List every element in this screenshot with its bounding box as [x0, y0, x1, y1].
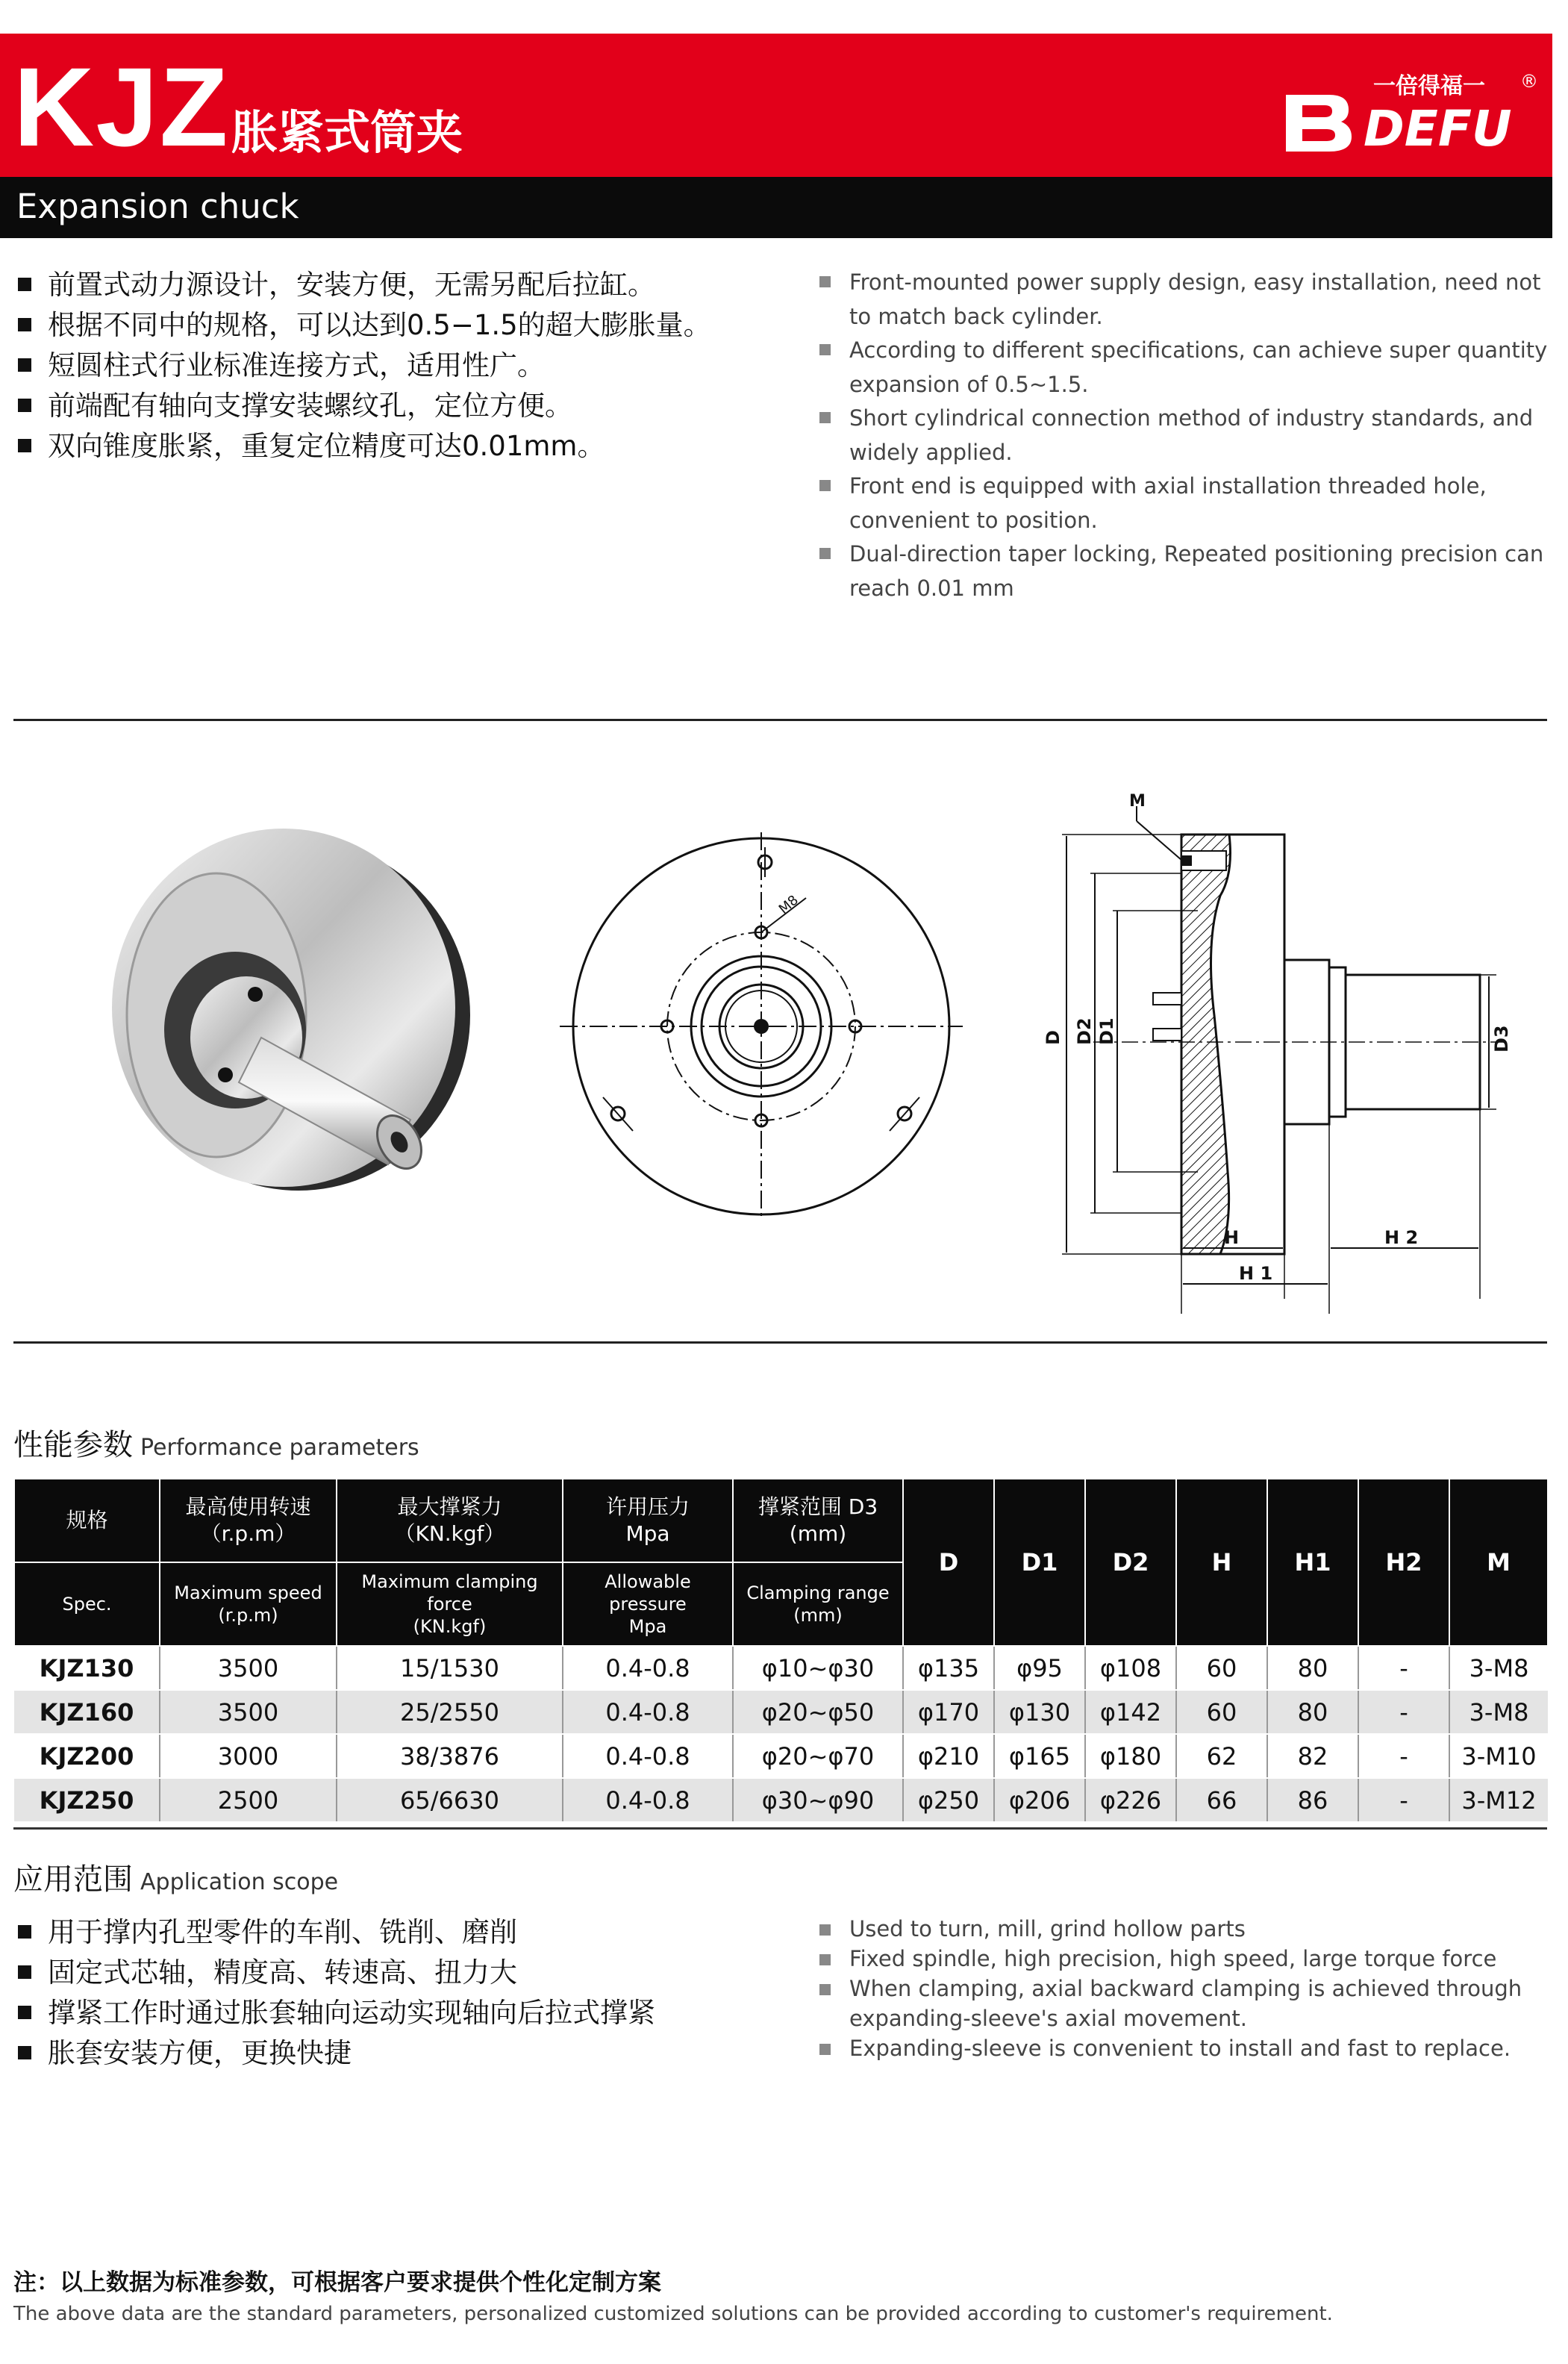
note-cn: 注：以上数据为标准参数，可根据客户要求提供个性化定制方案 [13, 2269, 661, 2296]
list-item: When clamping, axial backward clamping is achieved through expanding-sleeve's axial movement. [819, 1974, 1551, 2033]
bullet-square-icon [18, 278, 31, 291]
features-cn-list [12, 265, 796, 467]
bullet-square-icon [819, 412, 831, 423]
header-h1: H1 [1267, 1479, 1358, 1646]
application-heading: 应用范围 Application scope [13, 1862, 339, 1897]
bullet-square-icon [819, 1924, 831, 1936]
header-speed-en: Maximum speed (r.p.m) [160, 1562, 337, 1646]
product-photo [60, 791, 507, 1209]
brand-logo [1280, 63, 1549, 158]
product-title-en: Expansion chuck [16, 187, 299, 226]
bullet-square-icon [819, 2044, 831, 2055]
bullet-square-icon [18, 2046, 31, 2059]
dim-d2: D2 [1074, 1017, 1095, 1045]
list-item: Front end is equipped with axial installation threaded hole, convenient to position. [819, 470, 1551, 537]
header-spec-en: Spec. [14, 1562, 160, 1646]
table-row: KJZ200 3000 38/3876 0.4-0.8 φ20~φ70 φ210 φ165 φ180 62 82 - 3-M10 [14, 1734, 1548, 1778]
list-item: Used to turn, mill, grind hollow parts [819, 1914, 1551, 1944]
header-force-en: Maximum clamping force (KN.kgf) [337, 1562, 563, 1646]
bullet-square-icon [18, 1965, 31, 1979]
bullet-square-icon [819, 548, 831, 559]
dim-d3: D3 [1491, 1025, 1512, 1052]
list-item: 用于撑内孔型零件的车削、铣削、磨削 [12, 1912, 796, 1953]
header-m: M [1449, 1479, 1548, 1646]
features-en-list [819, 266, 1551, 605]
product-title-cn: 胀紧式筒夹 [231, 105, 463, 160]
side-section-drawing [1043, 791, 1526, 1299]
model-code: KJZ [13, 44, 230, 169]
dim-h: H [1224, 1227, 1240, 1248]
table-row: KJZ250 2500 65/6630 0.4-0.8 φ30~φ90 φ250 φ206 φ226 66 86 - 3-M12 [14, 1778, 1548, 1822]
list-item: Fixed spindle, high precision, high speed, large torque force [819, 1944, 1551, 1974]
header-spec-cn: 规格 [14, 1479, 160, 1562]
dim-h1: H 1 [1239, 1263, 1273, 1284]
list-item: Short cylindrical connection method of industry standards, and widely applied. [819, 402, 1551, 470]
dim-m: M [1129, 792, 1146, 811]
list-item: 双向锥度胀紧，重复定位精度可达0.01mm。 [12, 426, 796, 467]
bullet-square-icon [18, 318, 31, 331]
bullet-square-icon [819, 344, 831, 355]
list-item: According to different specifications, can achieve super quantity expansion of 0.5~1.5. [819, 334, 1551, 402]
header-range-cn: 撑紧范围 D3 (mm) [733, 1479, 903, 1562]
list-item: 根据不同中的规格，可以达到0.5−1.5的超大膨胀量。 [12, 305, 796, 346]
dim-d1: D1 [1096, 1017, 1117, 1045]
header-pressure-cn: 许用压力 Mpa [563, 1479, 733, 1562]
bullet-square-icon [18, 2006, 31, 2019]
bullet-square-icon [18, 1925, 31, 1939]
divider [13, 1341, 1547, 1344]
hole-label: M8 [775, 892, 802, 917]
bullet-square-icon [819, 480, 831, 491]
bullet-square-icon [819, 1954, 831, 1965]
brand-en: DEFU [1364, 100, 1512, 158]
application-en-list [819, 1914, 1551, 2063]
bullet-square-icon [819, 276, 831, 287]
dim-h2: H 2 [1384, 1227, 1419, 1248]
list-item: Dual-direction taper locking, Repeated positioning precision can reach 0.01 mm [819, 537, 1551, 605]
bullet-square-icon [18, 358, 31, 372]
divider [13, 1827, 1547, 1830]
header-speed-cn: 最高使用转速 （r.p.m） [160, 1479, 337, 1562]
bullet-square-icon [819, 1984, 831, 1995]
performance-heading: 性能参数 Performance parameters [13, 1428, 419, 1462]
divider [13, 719, 1547, 721]
list-item: Front-mounted power supply design, easy installation, need not to match back cylinder. [819, 266, 1551, 334]
bullet-square-icon [18, 399, 31, 412]
brand-registered: ® [1520, 71, 1538, 92]
spec-table [13, 1478, 1549, 1823]
note-en: The above data are the standard parameters, personalized customized solutions can be provided according to customer's requirement. [13, 2303, 1333, 2325]
header-h: H [1176, 1479, 1267, 1646]
application-cn-list [12, 1912, 796, 2074]
header-pressure-en: Allowable pressure Mpa [563, 1562, 733, 1646]
dim-d: D [1043, 1030, 1063, 1045]
list-item: 前端配有轴向支撑安装螺纹孔，定位方便。 [12, 386, 796, 426]
header-range-en: Clamping range (mm) [733, 1562, 903, 1646]
brand-cn: 一倍得福一 [1373, 73, 1485, 99]
header-d1: D1 [994, 1479, 1085, 1646]
header-d2: D2 [1085, 1479, 1176, 1646]
list-item: 胀套安装方便，更换快捷 [12, 2033, 796, 2074]
front-view-drawing [560, 832, 963, 1220]
header-h2: H2 [1358, 1479, 1449, 1646]
list-item: 前置式动力源设计，安装方便，无需另配后拉缸。 [12, 265, 796, 305]
table-row: KJZ160 3500 25/2550 0.4-0.8 φ20~φ50 φ170 φ130 φ142 60 80 - 3-M8 [14, 1690, 1548, 1734]
bullet-square-icon [18, 439, 31, 452]
list-item: Expanding-sleeve is convenient to install and fast to replace. [819, 2033, 1551, 2063]
list-item: 短圆柱式行业标准连接方式，适用性广。 [12, 346, 796, 386]
list-item: 固定式芯轴，精度高、转速高、扭力大 [12, 1953, 796, 1993]
header-d: D [903, 1479, 994, 1646]
table-row: KJZ130 3500 15/1530 0.4-0.8 φ10~φ30 φ135 φ95 φ108 60 80 - 3-M8 [14, 1646, 1548, 1690]
list-item: 撑紧工作时通过胀套轴向运动实现轴向后拉式撑紧 [12, 1993, 796, 2033]
header-force-cn: 最大撑紧力 （KN.kgf） [337, 1479, 563, 1562]
